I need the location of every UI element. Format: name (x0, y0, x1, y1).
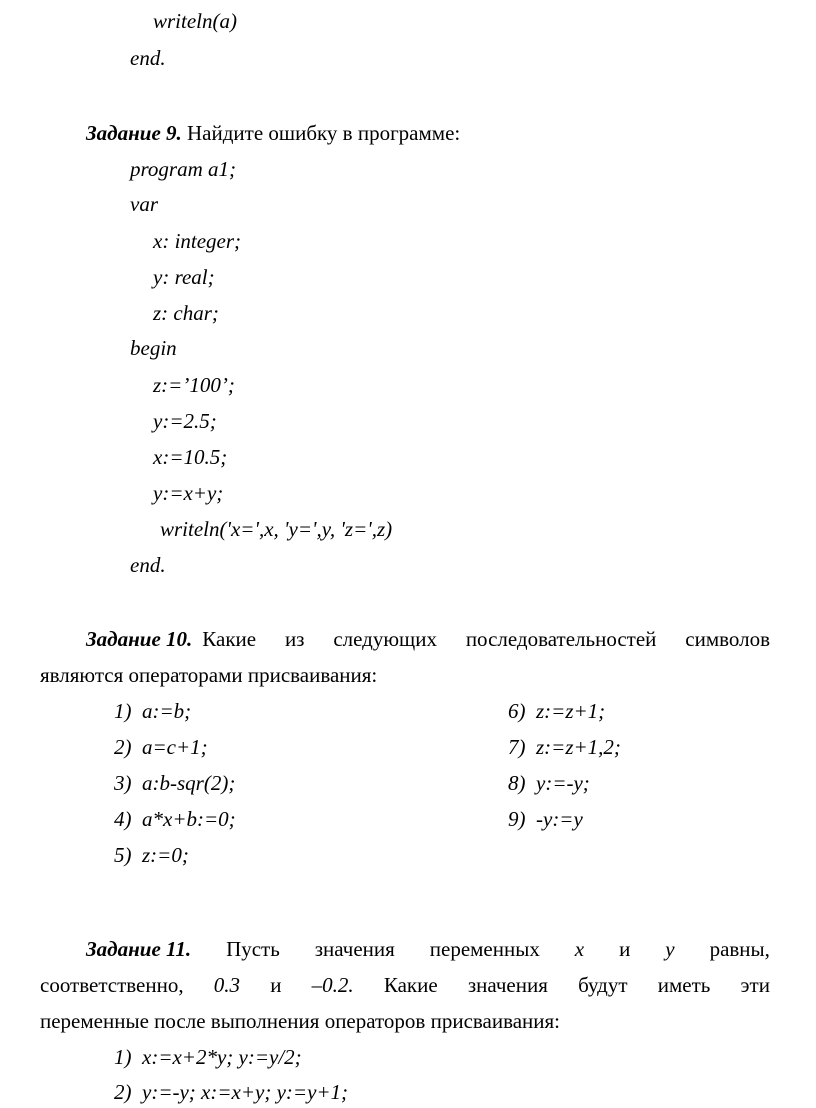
list-item: 1) x:=x+2*y; y:=y/2; (114, 1045, 302, 1069)
task9-label: Задание 9. (86, 121, 182, 145)
code-line: program a1; (130, 157, 236, 181)
task11-label: Задание 11. (86, 937, 192, 961)
list-item: 2) y:=-y; x:=x+y; y:=y+1; (114, 1080, 349, 1104)
list-item: 9) -y:=y (508, 807, 583, 831)
task11-line1: Задание 11. Пусть значения переменных x и y равны, (86, 937, 770, 961)
list-item: 8) y:=-y; (508, 771, 590, 795)
task9-heading (86, 120, 460, 146)
task9-text: Найдите ошибку в программе: (181, 121, 461, 145)
code-line: x:=10.5; (153, 445, 228, 469)
task11-line2: соответственно, 0.3 и –0.2. Какие значения будут иметь эти (40, 973, 770, 997)
list-item: 1) a:=b; (114, 699, 192, 723)
task10-line2: являются операторами присваивания: (40, 663, 378, 687)
task10-heading (86, 626, 770, 652)
code-line: end. (130, 46, 166, 70)
code-line: y:=x+y; (153, 481, 224, 505)
task10-line1: Какие из следующих последовательностей символов (202, 627, 770, 651)
list-item: 2) a=c+1; (114, 735, 208, 759)
code-line: writeln('x=',x, 'y=',y, 'z=',z) (160, 517, 393, 541)
list-item: 5) z:=0; (114, 843, 189, 867)
task10-label: Задание 10. (86, 627, 193, 651)
code-line: y:=2.5; (153, 409, 217, 433)
list-item: 6) z:=z+1; (508, 699, 606, 723)
code-line: z:=’100’; (153, 373, 235, 397)
code-line: end. (130, 553, 166, 577)
code-line: writeln(a) (153, 9, 237, 33)
code-line: y: real; (153, 265, 215, 289)
list-item: 7) z:=z+1,2; (508, 735, 621, 759)
list-item: 4) a*x+b:=0; (114, 807, 236, 831)
code-line: x: integer; (153, 229, 242, 253)
code-line: z: char; (153, 301, 219, 325)
task11-line3: переменные после выполнения операторов присваивания: (40, 1009, 561, 1033)
list-item: 3) a:b-sqr(2); (114, 771, 236, 795)
code-line: begin (130, 336, 177, 360)
code-line: var (130, 192, 158, 216)
